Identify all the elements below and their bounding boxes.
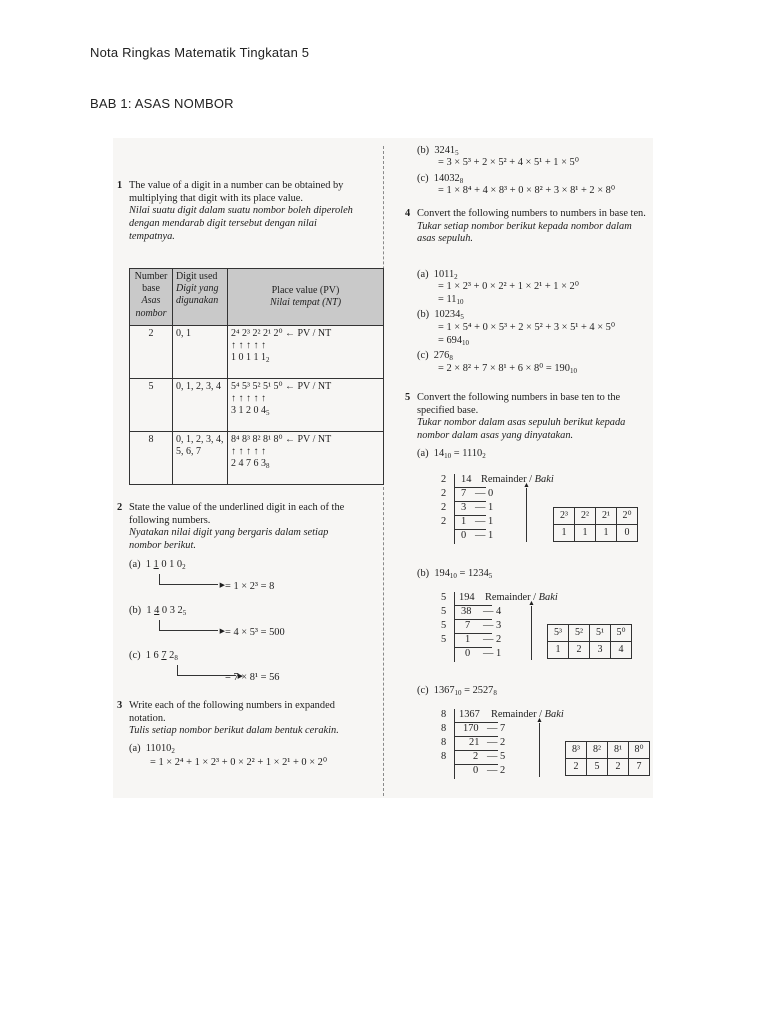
pv-digit-row xyxy=(548,642,632,659)
cell-base: 5 xyxy=(130,379,173,432)
q4-line1-c xyxy=(438,363,577,376)
pv-cell: 2¹ xyxy=(596,508,617,525)
remainder: — 5 xyxy=(487,751,506,762)
header-digit-en: Digit used xyxy=(176,271,218,282)
digits-after: 2 xyxy=(166,650,175,661)
item-value: 10234 xyxy=(434,309,461,320)
pv-digit-row xyxy=(554,525,638,542)
result-base: 10 xyxy=(456,298,464,306)
digit-cell: 4 xyxy=(611,642,632,659)
quotient: 2 xyxy=(473,751,479,762)
remainder-label-ms: Baki xyxy=(534,474,554,485)
question-text-ms: Tukar setiap nombor berikut kepada nombor dalam asas sepuluh. xyxy=(417,220,632,245)
item-value: 11010 xyxy=(145,743,172,754)
item-label: (a) xyxy=(417,448,429,459)
pv-table-a xyxy=(553,507,638,542)
up-arrow xyxy=(526,488,527,542)
item-label: (a) xyxy=(129,559,141,570)
pv-number xyxy=(231,352,380,365)
divisor: 2 xyxy=(441,516,447,527)
cell-base: 8 xyxy=(130,432,173,485)
q4-item-c xyxy=(417,350,453,363)
item-label: (b) xyxy=(417,568,430,579)
lhs-value: 14 xyxy=(433,448,445,459)
underlined-digit: 4 xyxy=(154,605,160,616)
pv-cell: 8³ xyxy=(566,742,587,759)
question-number: 2 xyxy=(117,502,123,513)
question-text-en: Convert the following numbers in base ten to the specified base. xyxy=(417,392,621,416)
quotient: 21 xyxy=(469,737,480,748)
quotient: 0 xyxy=(461,530,467,541)
remainder: — 7 xyxy=(487,723,506,734)
q4-line1-b: = 1 × 5⁴ + 0 × 5³ + 2 × 5² + 3 × 5¹ + 4 × 5⁰ xyxy=(438,322,616,333)
question-number: 5 xyxy=(405,392,411,403)
pv-number xyxy=(231,405,380,418)
question-number: 1 xyxy=(117,180,123,191)
pv-number-base: 5 xyxy=(266,409,270,418)
quotient: 170 xyxy=(463,723,479,734)
pv-number-base: 2 xyxy=(266,356,270,365)
item-label: (a) xyxy=(417,269,429,280)
cell-pv xyxy=(228,432,384,485)
pv-cell: 5¹ xyxy=(590,625,611,642)
arrow-connector xyxy=(159,574,218,585)
item-label: (b) xyxy=(129,605,142,616)
digit-cell: 2 xyxy=(608,759,629,776)
pv-cell: 2⁰ xyxy=(617,508,638,525)
header-pv-ms: Nilai tempat (NT) xyxy=(269,297,342,308)
cell-digits: 0, 1, 2, 3, 4, 5, 6, 7 xyxy=(173,432,228,485)
result-base: 10 xyxy=(462,339,470,347)
header-pv xyxy=(228,269,384,326)
quotient: 1 xyxy=(461,516,467,527)
q2-item-a xyxy=(129,559,186,572)
digit-cell: 5 xyxy=(587,759,608,776)
question-text-en: Convert the following numbers to numbers in base ten. xyxy=(417,208,646,219)
item-label: (b) xyxy=(417,309,430,320)
rhs-base: 5 xyxy=(488,572,493,580)
item-value: 1011 xyxy=(433,269,455,280)
pv-cell: 8⁰ xyxy=(629,742,650,759)
item-label: (c) xyxy=(417,173,429,184)
rhs-value: 1110 xyxy=(462,448,483,459)
pv-table-c xyxy=(565,741,650,776)
quotient: 7 xyxy=(461,488,467,499)
q3-expansion-a: = 1 × 2⁴ + 1 × 2³ + 0 × 2² + 1 × 2¹ + 0 × 2⁰ xyxy=(150,757,328,768)
item-value: 14032 xyxy=(433,173,460,184)
digit-cell: 1 xyxy=(554,525,575,542)
remainder-label-ms: Baki xyxy=(538,592,558,603)
quotient: 0 xyxy=(473,765,479,776)
q4-line1-a: = 1 × 2³ + 0 × 2² + 1 × 2¹ + 1 × 2⁰ xyxy=(438,281,579,292)
remainder: — 3 xyxy=(483,620,502,631)
up-arrow xyxy=(531,606,532,660)
q3-item-c xyxy=(417,173,463,186)
item-label: (a) xyxy=(129,743,141,754)
remainder: — 1 xyxy=(475,530,494,541)
header-base-en: Number base xyxy=(134,271,168,295)
pv-cell: 2³ xyxy=(554,508,575,525)
item-label: (c) xyxy=(129,650,141,661)
remainder-label-en: Remainder / xyxy=(491,709,545,720)
cell-base: 2 xyxy=(130,326,173,379)
number-base: 2 xyxy=(182,563,186,571)
q4-line2-a xyxy=(438,294,463,307)
digit-cell: 1 xyxy=(575,525,596,542)
quotient: 7 xyxy=(465,620,471,631)
question-text-ms: Tulis setiap nombor berikut dalam bentuk cerakin. xyxy=(129,725,339,737)
header-pv-en: Place value (PV) xyxy=(271,284,340,296)
item-base: 5 xyxy=(460,313,464,321)
table-row xyxy=(130,432,384,485)
question-number: 3 xyxy=(117,700,123,711)
item-label: (b) xyxy=(417,145,430,156)
lhs-base: 10 xyxy=(449,572,457,580)
digit-cell: 1 xyxy=(596,525,617,542)
q3-item-a xyxy=(129,743,175,756)
up-arrow xyxy=(539,723,540,777)
q4-line2-b xyxy=(438,335,469,348)
pv-header-row xyxy=(554,508,638,525)
question-text-ms: Nyatakan nilai digit yang bergaris dalam setiap nombor berikut. xyxy=(129,527,329,552)
remainder: — 2 xyxy=(487,765,506,776)
remainder-label xyxy=(491,709,564,722)
item-base: 2 xyxy=(454,273,458,281)
q5-item-a: (a) $14_{10} = 1110_2$ xyxy=(417,448,486,460)
pv-cell: 5³ xyxy=(548,625,569,642)
quotient: 3 xyxy=(461,502,467,513)
digits-before: 1 xyxy=(145,559,154,570)
pv-arrows: ↑ ↑ ↑ ↑ ↑ xyxy=(231,446,266,458)
cell-digits: 0, 1, 2, 3, 4 xyxy=(173,379,228,432)
digits-after: 0 1 0 xyxy=(158,559,183,570)
item-value: 3241 xyxy=(434,145,456,156)
number-base: 5 xyxy=(182,609,187,617)
rhs-base: 2 xyxy=(482,452,486,460)
remainder: — 1 xyxy=(483,648,502,659)
cell-pv xyxy=(228,379,384,432)
divisor: 2 xyxy=(441,474,447,485)
quotient: 38 xyxy=(461,606,472,617)
item-label: (c) xyxy=(417,685,429,696)
item-base: 5 xyxy=(455,149,459,157)
division-bar xyxy=(454,709,455,779)
q2-result-a: = 1 × 2³ = 8 xyxy=(225,581,275,592)
remainder: — 0 xyxy=(475,488,494,499)
digit-cell: 2 xyxy=(569,642,590,659)
divisor: 8 xyxy=(441,751,447,762)
q2-result-c: = 7 × 8¹ = 56 xyxy=(225,672,280,683)
lhs-value: 194 xyxy=(434,568,450,579)
question-text-ms: Nilai suatu digit dalam suatu nombor boleh diperoleh dengan mendarab digit tersebut dengan nilai tempatnya. xyxy=(129,205,353,242)
quotient: 14 xyxy=(461,474,472,485)
q4-item-b xyxy=(417,309,464,322)
number-base-table xyxy=(129,268,384,485)
remainder-label-en: Remainder / xyxy=(485,592,539,603)
remainder: — 2 xyxy=(483,634,502,645)
result-value: = 11 xyxy=(438,294,457,305)
quotient: 194 xyxy=(459,592,475,603)
divisor: 8 xyxy=(441,709,447,720)
pv-table-b xyxy=(547,624,632,659)
pv-powers: 8⁴ 8³ 8² 8¹ 8⁰ ← PV / NT xyxy=(231,434,332,445)
q2-result-b: = 4 × 5³ = 500 xyxy=(225,627,285,638)
rhs-base: 8 xyxy=(493,689,497,697)
number-base: 8 xyxy=(174,654,178,662)
arrow-connector xyxy=(159,620,218,631)
pv-number-base: 8 xyxy=(266,462,270,471)
pv-powers: 2⁴ 2³ 2² 2¹ 2⁰ ← PV / NT xyxy=(231,328,332,339)
digits-before: 1 6 xyxy=(145,650,162,661)
underlined-digit: 1 xyxy=(153,559,159,570)
digit-cell: 7 xyxy=(629,759,650,776)
divisor: 5 xyxy=(441,634,447,645)
pv-arrows: ↑ ↑ ↑ ↑ ↑ xyxy=(231,340,266,352)
cell-digits: 0, 1 xyxy=(173,326,228,379)
digit-cell: 2 xyxy=(566,759,587,776)
item-label: (c) xyxy=(417,350,429,361)
q3-expansion-b: = 3 × 5³ + 2 × 5² + 4 × 5¹ + 1 × 5⁰ xyxy=(438,157,579,168)
digit-cell: 0 xyxy=(617,525,638,542)
pv-cell: 8² xyxy=(587,742,608,759)
pv-cell: 2² xyxy=(575,508,596,525)
question-text-en: State the value of the underlined digit in each of the following numbers. xyxy=(129,502,345,526)
divisor: 5 xyxy=(441,620,447,631)
table-row xyxy=(130,326,384,379)
underlined-digit: 7 xyxy=(161,650,167,661)
remainder: — 2 xyxy=(487,737,506,748)
division-bar xyxy=(454,592,455,662)
pv-number-digits: 1 0 1 1 1 xyxy=(231,352,266,364)
q4-item-a xyxy=(417,269,458,282)
digits-after: 0 3 2 xyxy=(159,605,183,616)
pv-powers: 5⁴ 5³ 5² 5¹ 5⁰ ← PV / NT xyxy=(231,381,332,392)
pv-header-row xyxy=(548,625,632,642)
divisor: 8 xyxy=(441,723,447,734)
q5-item-b: (b) $194_{10} = 1234_5$ xyxy=(417,568,493,580)
remainder-label-ms: Baki xyxy=(544,709,564,720)
result-expansion: = 2 × 8² + 7 × 8¹ + 6 × 8⁰ = 190 xyxy=(438,363,570,374)
quotient: 1367 xyxy=(459,709,480,720)
divisor: 8 xyxy=(441,737,447,748)
pv-number-digits: 2 4 7 6 3 xyxy=(231,458,266,470)
remainder: — 1 xyxy=(475,516,494,527)
digit-cell: 3 xyxy=(590,642,611,659)
scanned-notes xyxy=(113,138,653,798)
rhs-value: 1234 xyxy=(467,568,489,579)
pv-header-row xyxy=(566,742,650,759)
q2-item-b xyxy=(129,605,186,618)
pv-digit-row xyxy=(566,759,650,776)
document-title: Nota Ringkas Matematik Tingkatan 5 xyxy=(90,45,310,60)
quotient: 0 xyxy=(465,648,471,659)
table-row xyxy=(130,379,384,432)
pv-number-digits: 3 1 2 0 4 xyxy=(231,405,266,417)
item-value: 276 xyxy=(433,350,450,361)
pv-cell: 5⁰ xyxy=(611,625,632,642)
header-digit xyxy=(173,269,228,326)
digit-cell: 1 xyxy=(548,642,569,659)
pv-arrows: ↑ ↑ ↑ ↑ ↑ xyxy=(231,393,266,405)
pv-cell: 5² xyxy=(569,625,590,642)
remainder: — 4 xyxy=(483,606,502,617)
result-base: 10 xyxy=(569,367,577,375)
item-base: 8 xyxy=(449,354,453,362)
result-value: = 694 xyxy=(438,335,463,346)
pv-number xyxy=(231,458,380,471)
lhs-base: 10 xyxy=(454,689,462,697)
q3-item-b xyxy=(417,145,459,158)
q2-item-c xyxy=(129,650,178,663)
chapter-title: BAB 1: ASAS NOMBOR xyxy=(90,96,234,111)
quotient: 1 xyxy=(465,634,471,645)
header-digit-ms: Digit yang digunakan xyxy=(176,283,219,307)
header-base-ms: Asas nombor xyxy=(135,295,167,319)
remainder-label xyxy=(485,592,558,605)
question-text-en: Write each of the following numbers in expanded notation. xyxy=(129,700,335,724)
divisor: 2 xyxy=(441,502,447,513)
division-bar xyxy=(454,474,455,544)
question-text-ms: Tukar nombor dalam asas sepuluh berikut kepada nombor dalam asas yang dinyatakan. xyxy=(417,417,626,442)
digits-before: 1 xyxy=(146,605,155,616)
question-text-en: The value of a digit in a number can be obtained by multiplying that digit with its place value. xyxy=(129,180,344,204)
item-base: 2 xyxy=(171,747,175,755)
divisor: 2 xyxy=(441,488,447,499)
divisor: 5 xyxy=(441,606,447,617)
item-base: 8 xyxy=(459,177,464,185)
q5-item-c: (c) $1367_{10} = 2527_8$ xyxy=(417,685,497,697)
pv-cell: 8¹ xyxy=(608,742,629,759)
remainder: — 1 xyxy=(475,502,494,513)
rhs-value: 2527 xyxy=(472,685,494,696)
divisor: 5 xyxy=(441,592,447,603)
q3-expansion-c: = 1 × 8⁴ + 4 × 8³ + 0 × 8² + 3 × 8¹ + 2 × 8⁰ xyxy=(438,185,616,196)
cell-pv xyxy=(228,326,384,379)
header-base xyxy=(130,269,173,326)
remainder-label xyxy=(481,474,554,487)
question-number: 4 xyxy=(405,208,411,219)
lhs-base: 10 xyxy=(444,452,452,460)
table-header-row xyxy=(130,269,384,326)
lhs-value: 1367 xyxy=(433,685,455,696)
remainder-label-en: Remainder / xyxy=(481,474,535,485)
